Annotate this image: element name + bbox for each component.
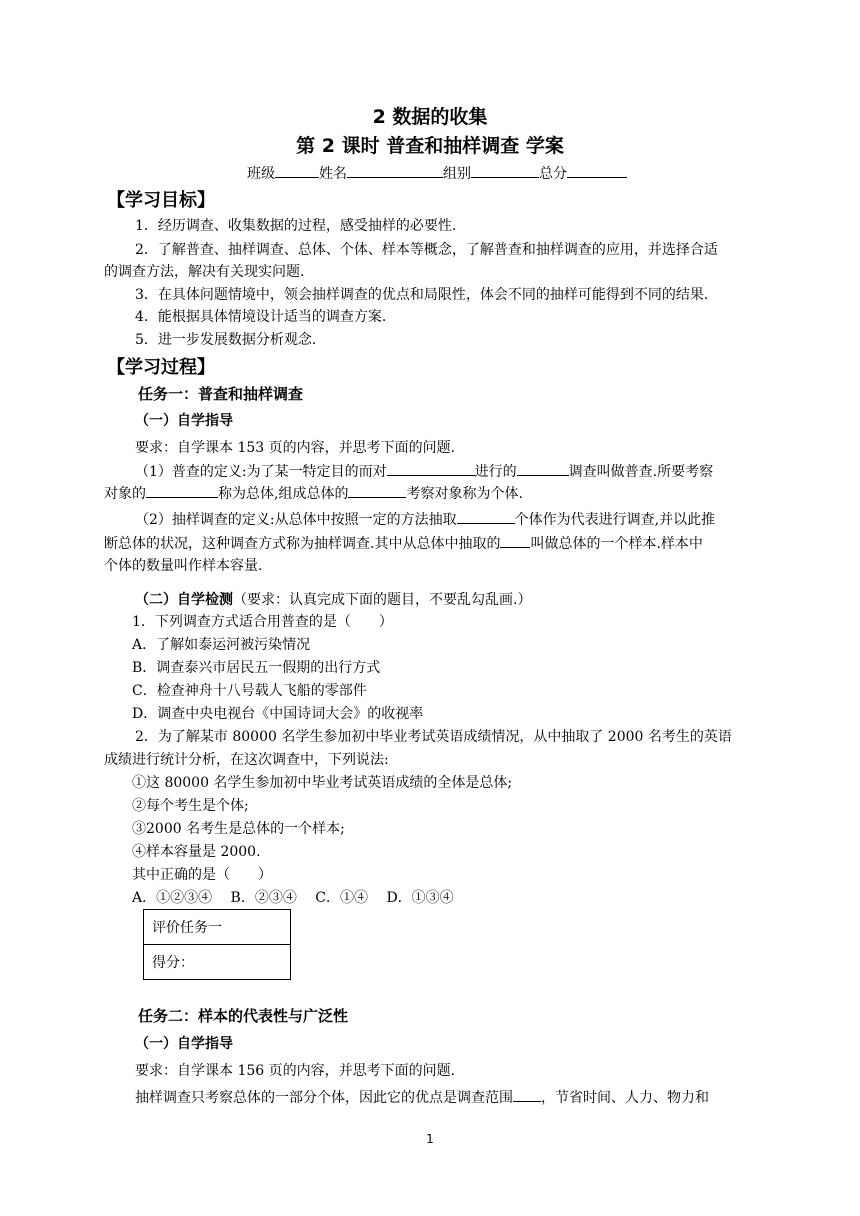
group-blank[interactable]: [471, 163, 539, 178]
option-a: A．了解如泰运河被污染情况: [132, 637, 311, 653]
process-heading: 【学习过程】: [107, 357, 215, 378]
evaluation-table: [143, 909, 291, 980]
task1-check-note: （要求：认真完成下面的题目，不要乱勾乱画.）: [233, 592, 532, 608]
question-1: 1．下列调查方式适合用普查的是（ ）: [132, 614, 393, 630]
score-field[interactable]: 得分：: [144, 945, 291, 980]
task1-check-heading: （二）自学检测: [135, 592, 233, 608]
definition-sampling-continued: 断总体的状况，这种调查方式称为抽样调查.其中从总体中抽取的 叫做总体的一个样本.样本中: [104, 533, 703, 554]
statement: ③2000 名考生是总体的一个样本;: [132, 821, 345, 837]
answer-blank[interactable]: [387, 461, 475, 476]
statement: ④样本容量是 2000.: [132, 844, 261, 860]
evaluation-label: 评价任务一: [144, 910, 291, 945]
score-label: 总分: [539, 166, 567, 182]
goal-item: 3．在具体问题情境中，领会抽样调查的优点和局限性，体会不同的抽样可能得到不同的结果.: [135, 287, 709, 303]
answer-blank[interactable]: [517, 461, 569, 476]
question-2-ask: 其中正确的是（ ）: [132, 867, 272, 883]
document-title: 2 数据的收集: [372, 106, 488, 128]
question-2: 2．为了解某市 80000 名学生参加初中毕业考试英语成绩情况，从中抽取了 2000 名考生的英语: [135, 729, 732, 745]
task2-title: 任务二：样本的代表性与广泛性: [138, 1007, 349, 1025]
definition-census: （1）普查的定义:为了某一特定目的而对 进行的 调查叫做普查.所要考察: [135, 461, 713, 482]
task2-requirement: 要求：自学课本 156 页的内容，并思考下面的问题.: [135, 1063, 456, 1079]
goal-item: 2．了解普查、抽样调查、总体、个体、样本等概念，了解普查和抽样调查的应用，并选择合适: [135, 242, 718, 258]
goals-heading: 【学习目标】: [107, 190, 215, 211]
name-blank[interactable]: [347, 163, 443, 178]
goal-item: 4．能根据具体情境设计适当的调查方案.: [135, 309, 387, 325]
answer-blank[interactable]: [348, 483, 406, 498]
option-d: D．调查中央电视台《中国诗词大会》的收视率: [132, 706, 424, 722]
goal-item-continued: 的调查方法，解决有关现实问题.: [104, 264, 305, 280]
task1-title: 任务一：普查和抽样调查: [138, 385, 304, 403]
class-label: 班级: [247, 166, 275, 182]
group-label: 组别: [443, 166, 471, 182]
task2-text: 抽样调查只考察总体的一部分个体，因此它的优点是调查范围 ，节省时间、人力、物力和: [135, 1087, 709, 1108]
goal-item: 5．进一步发展数据分析观念.: [135, 332, 317, 348]
definition-sampling-continued: 个体的数量叫作样本容量.: [104, 558, 263, 574]
task2-guide-heading: （一）自学指导: [135, 1036, 233, 1052]
goal-item: 1．经历调查、收集数据的过程，感受抽样的必要性.: [135, 218, 457, 234]
question-2-continued: 成绩进行统计分析，在这次调查中，下列说法:: [104, 752, 389, 768]
answer-blank[interactable]: [146, 483, 218, 498]
info-line: [247, 163, 627, 184]
task1-requirement: 要求：自学课本 153 页的内容，并思考下面的问题.: [135, 440, 456, 456]
score-blank[interactable]: [567, 163, 627, 178]
class-blank[interactable]: [275, 163, 319, 178]
option-b: B．调查泰兴市居民五一假期的出行方式: [132, 660, 381, 676]
statement: ①这 80000 名学生参加初中毕业考试英语成绩的全体是总体;: [132, 775, 513, 791]
name-label: 姓名: [319, 166, 347, 182]
answer-blank[interactable]: [457, 509, 515, 524]
page-number: 1: [426, 1132, 434, 1146]
answer-blank[interactable]: [513, 1087, 541, 1102]
option-c: C．检查神舟十八号载人飞船的零部件: [132, 683, 367, 699]
definition-census-continued: 对象的 称为总体,组成总体的 考察对象称为个体.: [104, 483, 523, 504]
answer-blank[interactable]: [500, 533, 530, 548]
definition-sampling: （2）抽样调查的定义:从总体中按照一定的方法抽取 个体作为代表进行调查,并以此推: [135, 509, 715, 530]
task1-check-line: [135, 590, 531, 610]
document-subtitle: 第 2 课时 普查和抽样调查 学案: [296, 135, 564, 157]
statement: ②每个考生是个体;: [132, 798, 249, 814]
question-2-options: A．①②③④ B．②③④ C．①④ D．①③④: [132, 890, 454, 906]
task1-guide-heading: （一）自学指导: [135, 413, 233, 429]
